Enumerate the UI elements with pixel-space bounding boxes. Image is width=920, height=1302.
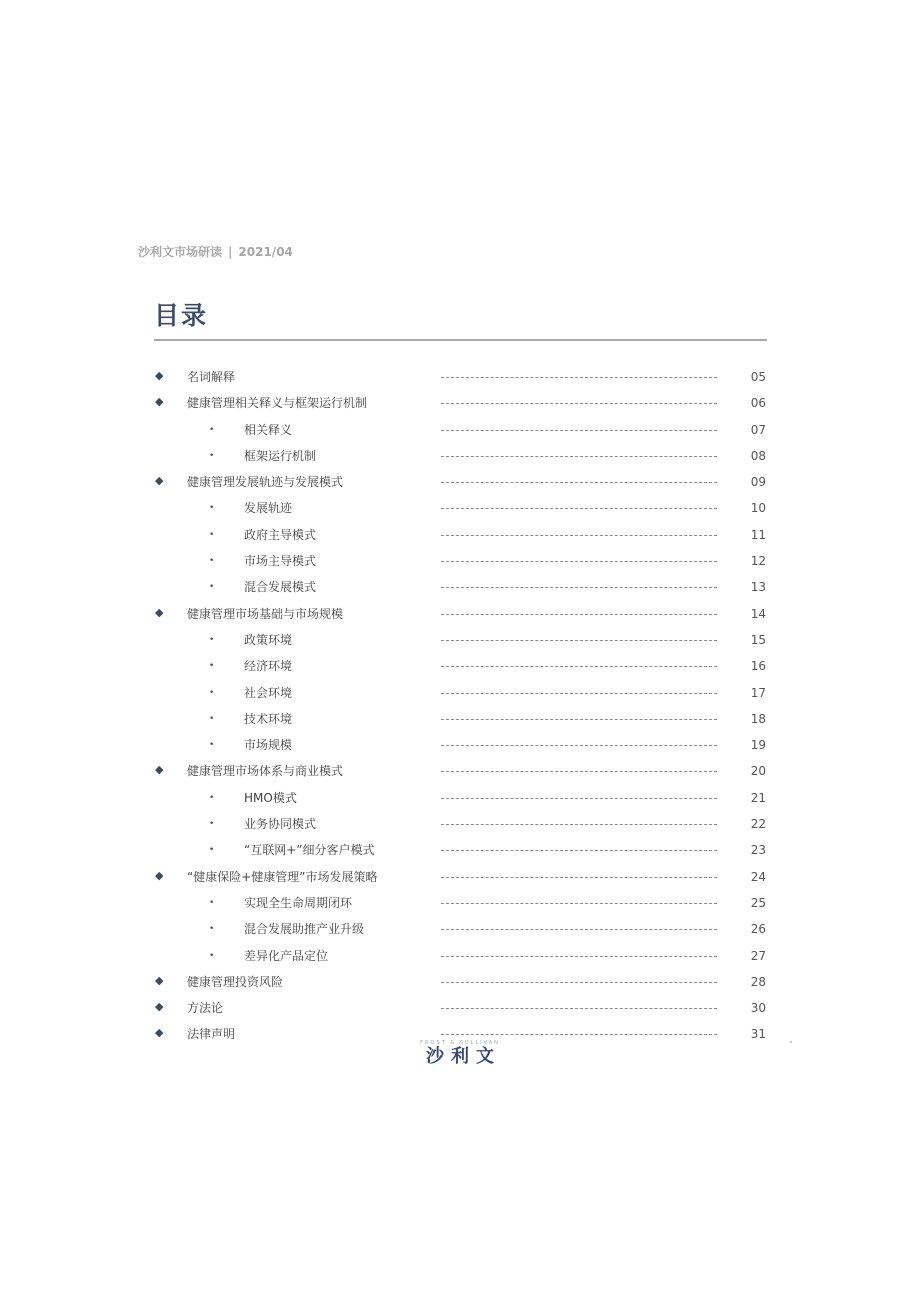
toc-entry[interactable] [0,864,920,890]
toc-entry-label: 发展轨迹 [244,501,293,516]
toc-entry[interactable] [0,706,920,732]
toc-page-number: 22 [750,817,766,832]
toc-leader-line [441,929,717,930]
toc-entry[interactable] [0,495,920,521]
toc-page-number: 15 [750,632,766,647]
dot-bullet-icon: • [209,634,215,645]
toc-leader-line [441,982,717,983]
toc-page-number: 27 [750,948,766,963]
toc-leader-line [441,377,717,378]
dot-bullet-icon: • [209,792,215,803]
toc-entry[interactable] [0,601,920,627]
toc-leader-line [441,508,717,509]
toc-entry-label: 经济环境 [244,659,293,674]
diamond-bullet-icon: ◆ [155,369,164,382]
toc-entry-label: 业务协同模式 [244,817,317,832]
toc-entry-label: 政策环境 [244,632,293,647]
toc-entry[interactable] [0,969,920,995]
toc-entry[interactable] [0,837,920,863]
toc-leader-line [441,561,717,562]
toc-leader-line [441,824,717,825]
dot-bullet-icon: • [209,556,215,567]
toc-entry-label: 差异化产品定位 [244,948,329,963]
dot-bullet-icon: • [209,503,215,514]
toc-page-number: 05 [750,370,766,384]
toc-entry[interactable] [0,364,920,390]
toc-entry[interactable] [0,574,920,600]
toc-entry-label: 健康管理发展轨迹与发展模式 [187,475,344,490]
toc-entry[interactable] [0,811,920,837]
dot-bullet-icon: • [209,687,215,698]
toc-entry-label: 健康管理投资风险 [187,974,284,989]
toc-page-number: 10 [750,501,766,516]
toc-entry[interactable] [0,522,920,548]
dot-bullet-icon: • [209,529,215,540]
frost-sullivan-logo [415,1040,505,1068]
toc-page-number: 13 [750,580,766,595]
logo-name: 沙利文 [426,1046,501,1067]
toc-page-number: 31 [750,1027,766,1042]
toc-entry-label: 健康管理相关释义与框架运行机制 [187,396,368,411]
diamond-bullet-icon: ◆ [155,973,164,987]
dot-bullet-icon: • [209,582,215,593]
toc-entry[interactable] [0,758,920,784]
report-header [138,243,293,260]
toc-entry[interactable] [0,680,920,706]
toc-page-number: 25 [750,895,766,910]
toc-entry[interactable] [0,785,920,811]
toc-page-number: 12 [750,554,766,569]
toc-page-number: 14 [750,606,766,621]
dot-bullet-icon: • [209,450,215,461]
diamond-bullet-icon: ◆ [155,1026,164,1040]
toc-entry[interactable] [0,627,920,653]
diamond-bullet-icon: ◆ [155,763,164,777]
table-of-contents [0,364,920,1048]
dot-bullet-icon: • [209,424,215,435]
toc-leader-line [441,903,717,904]
toc-entry-label: 名词解释 [187,370,236,384]
toc-page-number: 21 [750,790,766,805]
toc-leader-line [441,587,717,588]
toc-page-number: 17 [750,685,766,700]
logo-tagline: FROST & SULLIVAN [420,1040,500,1046]
toc-page-number: 07 [750,422,766,437]
toc-leader-line [441,456,717,457]
toc-entry-label: 方法论 [187,1001,224,1016]
dot-bullet-icon: • [209,661,215,672]
toc-entry[interactable] [0,548,920,574]
toc-entry[interactable] [0,653,920,679]
toc-leader-line [441,745,717,746]
toc-entry-label: 市场规模 [244,738,293,753]
toc-page-number: 20 [750,764,766,779]
header-date: 2021/04 [238,245,293,259]
diamond-bullet-icon: ◆ [155,868,164,882]
toc-leader-line [441,666,717,667]
toc-page-number: 08 [750,448,766,463]
toc-entry[interactable] [0,443,920,469]
toc-page-number: 09 [750,475,766,490]
toc-entry-label: 实现全生命周期闭环 [244,895,353,910]
toc-page-number: 11 [750,527,766,542]
toc-entry-label: “健康保险+健康管理”市场发展策略 [187,869,378,884]
toc-entry[interactable] [0,890,920,916]
toc-entry-label: HMO模式 [244,790,297,805]
toc-entry-label: 社会环境 [244,685,293,700]
dot-bullet-icon: • [209,897,215,908]
toc-leader-line [441,1034,717,1035]
toc-leader-line [441,693,717,694]
toc-leader-line [441,430,717,431]
toc-leader-line [441,482,717,483]
header-brand: 沙利文市场研读 [138,245,223,259]
dot-bullet-icon: • [209,740,215,751]
toc-page-number: 16 [750,659,766,674]
toc-entry-label: 政府主导模式 [244,527,317,542]
toc-page-number: 19 [750,738,766,753]
diamond-bullet-icon: ◆ [155,1000,164,1014]
toc-entry-label: 框架运行机制 [244,448,317,463]
toc-entry-label: 健康管理市场体系与商业模式 [187,764,344,779]
toc-entry-label: 混合发展助推产业升级 [244,922,365,937]
toc-entry-label: 技术环境 [244,711,293,726]
toc-leader-line [441,850,717,851]
toc-leader-line [441,403,717,404]
toc-page-number: 24 [750,869,766,884]
diamond-bullet-icon: ◆ [155,605,164,619]
toc-leader-line [441,719,717,720]
decorative-dot [790,1041,792,1043]
toc-leader-line [441,614,717,615]
toc-entry-label: 健康管理市场基础与市场规模 [187,606,344,621]
toc-page-number: 26 [750,922,766,937]
toc-entry[interactable] [0,916,920,942]
toc-entry[interactable] [0,417,920,443]
toc-page-number: 06 [750,396,766,411]
toc-leader-line [441,771,717,772]
toc-entry-label: “互联网+”细分客户模式 [244,843,375,858]
toc-leader-line [441,1008,717,1009]
toc-entry-label: 相关释义 [244,422,293,437]
toc-page-number: 28 [750,974,766,989]
diamond-bullet-icon: ◆ [155,395,164,409]
dot-bullet-icon: • [209,713,215,724]
toc-entry-label: 法律声明 [187,1027,236,1042]
title-divider [154,339,767,341]
toc-entry-label: 市场主导模式 [244,554,317,569]
toc-leader-line [441,640,717,641]
dot-bullet-icon: • [209,819,215,830]
header-separator: | [228,245,233,259]
dot-bullet-icon: • [209,845,215,856]
toc-entry[interactable] [0,469,920,495]
toc-entry[interactable] [0,995,920,1021]
toc-leader-line [441,798,717,799]
page-title: 目录 [154,301,209,330]
toc-entry-label: 混合发展模式 [244,580,317,595]
dot-bullet-icon: • [209,950,215,961]
toc-entry[interactable] [0,390,920,416]
dot-bullet-icon: • [209,924,215,935]
toc-page-number: 30 [750,1001,766,1016]
toc-entry[interactable] [0,943,920,969]
diamond-bullet-icon: ◆ [155,474,164,488]
toc-leader-line [441,877,717,878]
toc-entry[interactable] [0,732,920,758]
toc-leader-line [441,956,717,957]
toc-leader-line [441,535,717,536]
toc-page-number: 18 [750,711,766,726]
toc-page-number: 23 [750,843,766,858]
